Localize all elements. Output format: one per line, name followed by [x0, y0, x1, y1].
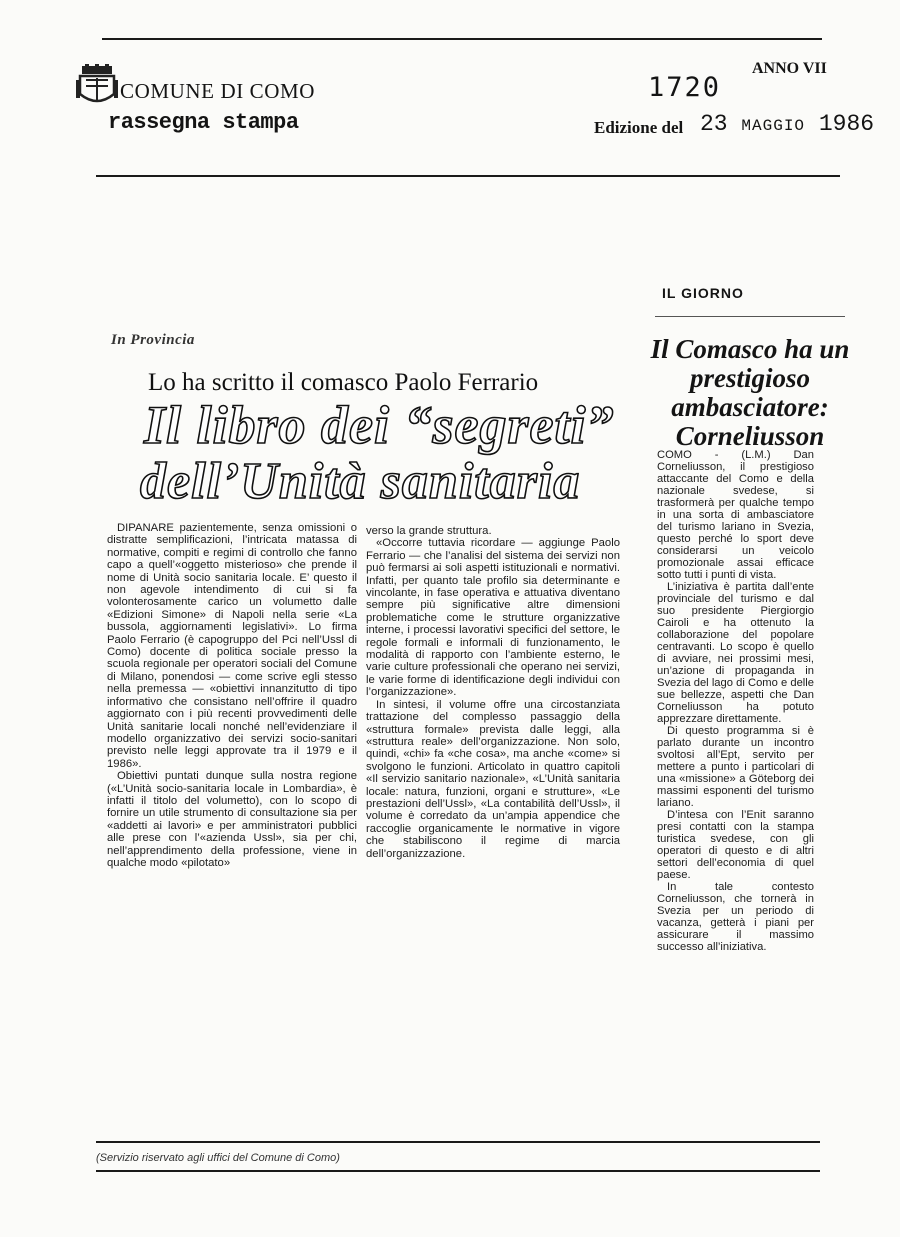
article-paragraph: verso la grande struttura. — [366, 525, 492, 537]
org-name: COMUNE DI COMO — [120, 79, 316, 103]
issue-number: 1720 — [648, 72, 722, 103]
edition-date — [700, 111, 874, 137]
sidebar-paragraph: L’iniziativa è partita dall’ente provinciale del turismo e dal suo presidente Piergiorgio Cairoli e ha ottenuto la collaborazione del popolare centravanti. Lo scopo è quello di avviare, nei prossimi mesi, un’azione di propaganda in Svezia del lago di Como e delle sue bellezze, aspetti che Dan Corneliusson ha potuto apprezzare direttamente. — [657, 581, 814, 725]
publication-subtitle: rassegna stampa — [108, 110, 299, 135]
anno-label: ANNO VII — [752, 60, 827, 77]
article-title-line-2: dell’Unità sanitaria — [140, 453, 581, 510]
article-column-1 — [107, 522, 357, 869]
top-rule — [102, 38, 822, 40]
article-paragraph: Obiettivi puntati dunque sulla nostra regione («L’Unità socio-sanitaria locale in Lombardia», è infatti il titolo del volumetto), con lo scopo di fornire un utile strumento di consultazione sia per «addetti ai lavori» e per amministratori pubblici alle prese con l’«azienda Ussl», sia per chi, nell’apprendimento della professione, viene in qualche modo «pilotato» — [107, 770, 357, 869]
edition-year: 1986 — [818, 111, 875, 137]
article-paragraph: «Occorre tuttavia ricordare — aggiunge Paolo Ferrario — che l’analisi del sistema dei servizi non può fermarsi ai soli aspetti istituzionali e normativi. Infatti, per quanto tale profilo sia determinante e vincolante, in fase operativa e attuativa diventano sempre più significative altre dimensioni problematiche come le strutture organizzative interne, i processi lavorativi specifici del settore, le regole formali e informali di funzionamento, le modalità di rapporto con l’ambiente esterno, le varie culture professionali che operano nei servizi, le varie forme di identificazione degli individui con l’organizzazione». — [366, 537, 620, 699]
sidebar-rule — [655, 316, 845, 317]
sidebar-column — [657, 449, 814, 953]
footer-note: (Servizio riservato agli uffici del Comune di Como) — [96, 1152, 340, 1164]
sidebar-paragraph: COMO - (L.M.) Dan Corneliusson, il prestigioso attaccante del Como e della nazionale svedese, si trasformerà per qualche tempo in una sorta di ambasciatore del turismo lariano in Svezia, questo perché lo sport deve considerarsi un veicolo promozionale assai efficace sotto tutti i punti di vista. — [657, 449, 814, 581]
article-column-2 — [366, 525, 620, 860]
article-paragraph: In sintesi, il volume offre una circostanziata trattazione del complesso passaggio della «struttura formale» prevista dalle leggi, alla «struttura reale» dell’organizzazione. Non solo, quindi, «chi» fa «che cosa», ma anche «come» si svolgono le funzioni. Articolato in quattro capitoli «Il servizio sanitario nazionale», «L’Unità sanitaria locale: natura, funzioni, organi e strutture», «Le prestazioni dell’Ussl», «La contabilità dell’Ussl», il volume è corredato da un’ampia appendice che raccoglie organicamente le normative in vigore che stabiliscono il regime di marcia dell’organizzazione. — [366, 698, 620, 860]
sidebar-title: Il Comasco ha un prestigioso ambasciatore: Corneliusson — [650, 334, 850, 451]
sidebar-source: IL GIORNO — [662, 285, 744, 301]
sidebar-paragraph: Di questo programma si è parlato durante un incontro svoltosi all’Ept, servito per mettere a punto i particolari di una «missione» a Göteborg dei massimi esponenti del turismo lariano. — [657, 725, 814, 809]
edition-label: Edizione del — [594, 118, 684, 137]
article-paragraph: DIPANARE pazientemente, senza omissioni o distratte semplificazioni, l’intricata matassa di normative, compiti e regimi di controllo che fanno capo a quell’«oggetto misterioso» che prende il nome di Unità socio sanitaria locale. E’ questo il non agevole intendimento di cui si fa volonterosamente carico un volumetto dalle «Edizioni Simone» di Napoli nella serie «La bussola, aggiornamenti legislativi». Lo firma Paolo Ferrario (è capogruppo del Pci nell’Ussl di Como) docente di politica sociale presso la scuola regionale per operatori sociali del Comune di Milano, ponendosi — come scrive egli stesso nella premessa — «obiettivi innanzitutto di tipo informativo che consistano nell’offrire il quadro aggiornato con i più recenti provvedimenti delle Unità sanitarie locali nonché nell’evidenziare il modello organizzativo dei servizi socio-sanitari previsto nelle leggi approvate tra il 1979 e il 1986». — [107, 522, 357, 770]
header-bottom-rule — [96, 175, 840, 177]
article-kicker: Lo ha scritto il comasco Paolo Ferrario — [148, 369, 539, 396]
section-label: In Provincia — [111, 332, 195, 348]
sidebar-paragraph: In tale contesto Corneliusson, che tornerà in Svezia per un periodo di vacanza, getterà i piani per assicurare il massimo successo all’iniziativa. — [657, 881, 814, 953]
edition-month: MAGGIO — [741, 117, 806, 135]
sidebar-paragraph: D’intesa con l’Enit saranno presi contatti con la stampa turistica svedese, con gli operatori di questo e di altri settori dell’economia di quel paese. — [657, 809, 814, 881]
footer-rule-top — [96, 1141, 820, 1143]
coat-of-arms-icon — [76, 64, 118, 108]
edition-day: 23 — [700, 111, 728, 137]
article-title-line-1: Il libro dei “segreti” — [144, 395, 615, 455]
footer-rule-bottom — [96, 1170, 820, 1172]
